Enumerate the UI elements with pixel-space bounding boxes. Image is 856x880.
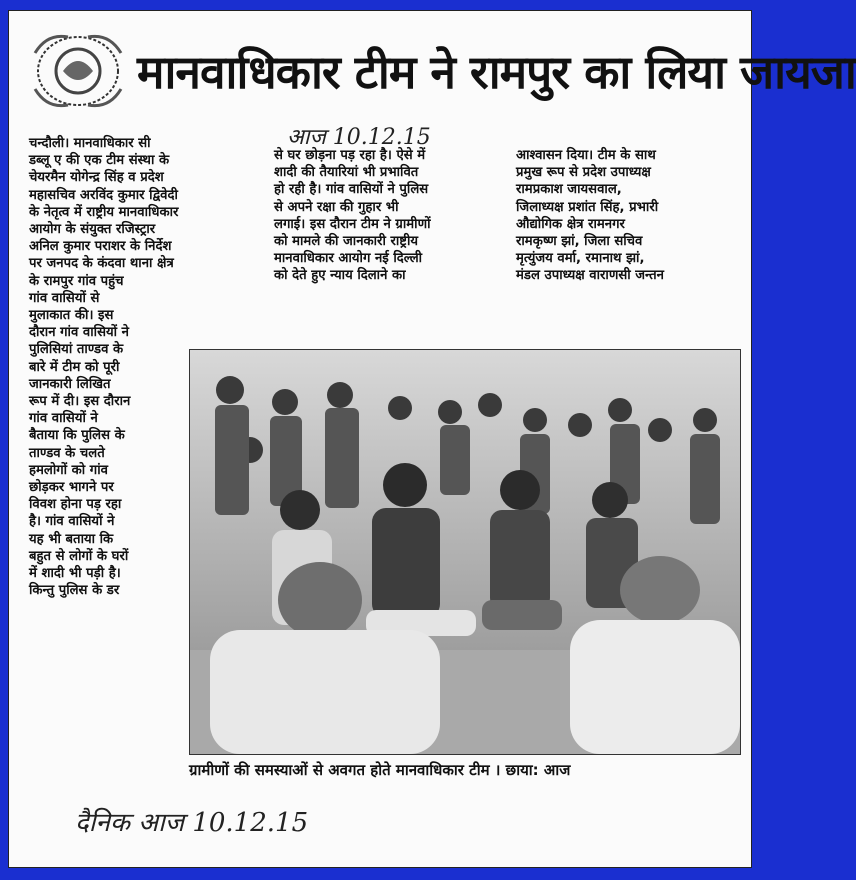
column-3-line: प्रमुख रूप से प्रदेश उपाध्यक्ष bbox=[516, 165, 651, 181]
photo-illustration bbox=[190, 350, 740, 754]
headline: मानवाधिकार टीम ने रामपुर का लिया जायजा bbox=[137, 45, 856, 99]
column-3-line: मृत्युंजय वर्मा, रमानाथ झां, bbox=[516, 251, 645, 267]
column-1-line: अनिल कुमार पराशर के निर्देश bbox=[29, 239, 172, 255]
column-1-line: बैताया कि पुलिस के bbox=[29, 428, 125, 444]
news-photo-group-meeting bbox=[189, 349, 741, 755]
column-1-line: महासचिव अरविंद कुमार द्विवेदी bbox=[29, 187, 178, 203]
column-1-line: बहुत से लोगों के घरों bbox=[29, 548, 129, 564]
column-1-line: मुलाकात की। इस bbox=[29, 308, 114, 324]
column-2-line: शादी की तैयारियां भी प्रभावित bbox=[274, 165, 419, 181]
column-3-line: औद्योगिक क्षेत्र रामनगर bbox=[516, 216, 625, 232]
column-3-line: जिलाध्यक्ष प्रशांत सिंह, प्रभारी bbox=[516, 199, 659, 215]
column-3-line: रामकृष्ण झां, जिला सचिव bbox=[516, 234, 643, 250]
column-1-line: आयोग के संयुक्त रजिस्ट्रार bbox=[29, 222, 156, 238]
column-1-line: पर जनपद के कंदवा थाना क्षेत्र bbox=[29, 256, 174, 272]
column-1-line: चेयरमैन योगेन्द्र सिंह व प्रदेश bbox=[29, 170, 164, 186]
article-column-2 bbox=[274, 147, 506, 285]
column-2-line: को मामले की जानकारी राष्ट्रीय bbox=[274, 234, 419, 250]
column-1-line: पुलिसियां ताण्डव के bbox=[29, 342, 124, 358]
dateline-handwritten-note: आज 10.12.15 bbox=[287, 125, 431, 150]
column-1-line: छोड़कर भागने पर bbox=[29, 480, 114, 496]
column-1-line: ताण्डव के चलते bbox=[29, 445, 105, 461]
column-1-line: के नेतृत्व में राष्ट्रीय मानवाधिकार bbox=[29, 204, 179, 220]
column-1-line: हमलोगों को गांव bbox=[29, 462, 108, 478]
footer-handwritten-note: दैनिक आज 10.12.15 bbox=[75, 808, 309, 838]
column-1-line: के रामपुर गांव पहुंच bbox=[29, 273, 124, 289]
column-2-line: से घर छोड़ना पड़ रहा है। ऐसे में bbox=[274, 148, 426, 163]
column-1-line: विवश होना पड़ रहा bbox=[29, 497, 122, 513]
column-1-line: है। गांव वासियों ने bbox=[29, 514, 115, 530]
column-1-line: किन्तु पुलिस के डर bbox=[29, 583, 120, 599]
column-1-line: में शादी भी पड़ी है। bbox=[29, 566, 121, 582]
column-1-line: बारे में टीम को पूरी bbox=[29, 359, 120, 375]
column-2-line: लगाई। इस दौरान टीम ने ग्रामीणों bbox=[274, 216, 431, 232]
column-1-line: दौरान गांव वासियों ने bbox=[29, 325, 129, 341]
photo-caption: ग्रामीणों की समस्याओं से अवगत होते मानवाधिकार टीम । छाया: आज bbox=[189, 761, 571, 779]
column-2-line: से अपने रक्षा की गुहार भी bbox=[274, 199, 399, 215]
column-1-line: रूप में दी। इस दौरान bbox=[29, 394, 131, 410]
column-2-line: को देते हुए न्याय दिलाने का bbox=[274, 268, 406, 284]
emblem-logo bbox=[23, 23, 133, 119]
column-3-line: आश्वासन दिया। टीम के साथ bbox=[516, 148, 656, 163]
column-2-line: मानवाधिकार आयोग नई दिल्ली bbox=[274, 251, 423, 267]
column-1-line: डब्लू ए की एक टीम संस्था के bbox=[29, 153, 170, 169]
column-3-line: मंडल उपाध्यक्ष वाराणसी जन्तन bbox=[516, 268, 664, 284]
article-column-3 bbox=[516, 147, 741, 285]
column-2-line: हो रही है। गांव वासियों ने पुलिस bbox=[274, 182, 429, 198]
column-3-line: रामप्रकाश जायसवाल, bbox=[516, 182, 622, 198]
column-1-line: जानकारी लिखित bbox=[29, 376, 111, 392]
column-1-line: गांव वासियों ने bbox=[29, 411, 98, 427]
column-1-line: चन्दौली। मानवाधिकार सी bbox=[29, 136, 151, 151]
column-1-line: यह भी बताया कि bbox=[29, 531, 114, 547]
newspaper-clipping bbox=[8, 10, 856, 868]
column-1-line: गांव वासियों से bbox=[29, 290, 100, 306]
